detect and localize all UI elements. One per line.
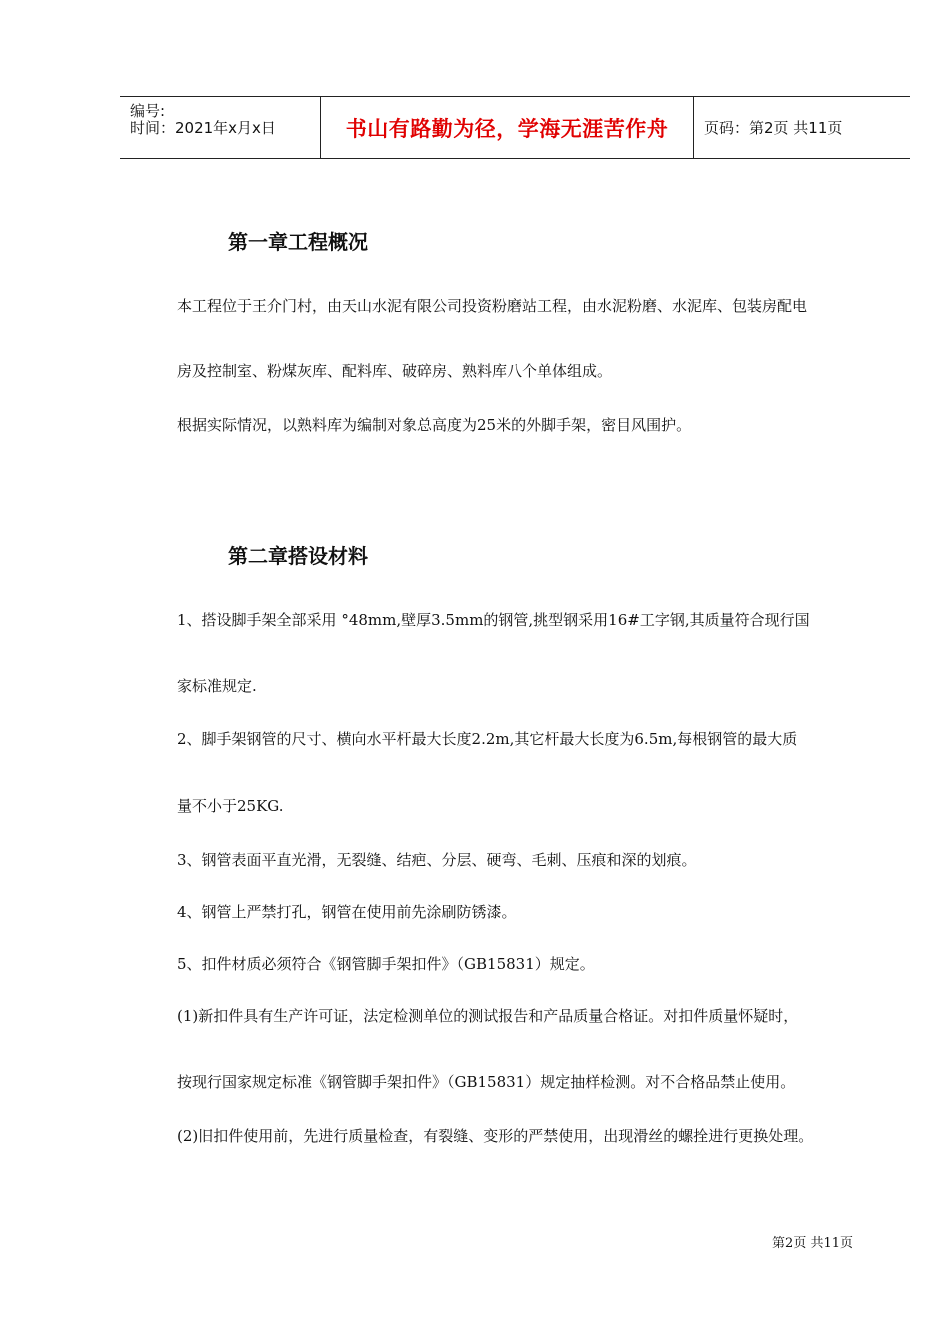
header-motto-cell bbox=[321, 97, 694, 158]
paragraph: 3、钢管表面平直光滑，无裂缝、结疤、分层、硬弯、毛刺、压痕和深的划痕。 bbox=[177, 851, 697, 869]
chapter-1-title: 第一章工程概况 bbox=[228, 230, 368, 254]
paragraph: 家标准规定. bbox=[177, 677, 257, 695]
header-meta-cell bbox=[120, 97, 321, 158]
doc-code-label: 编号: bbox=[130, 102, 166, 120]
paragraph: (2)旧扣件使用前，先进行质量检查，有裂缝、变形的严禁使用，出现滑丝的螺拴进行更换处理。 bbox=[177, 1127, 814, 1145]
chapter-2-title: 第二章搭设材料 bbox=[228, 544, 368, 568]
paragraph: 根据实际情况，以熟料库为编制对象总高度为25米的外脚手架，密目风围护。 bbox=[177, 416, 692, 434]
footer-page-number: 第2页 共11页 bbox=[772, 1236, 853, 1251]
header-motto: 书山有路勤为径，学海无涯苦作舟 bbox=[345, 116, 669, 141]
paragraph: 本工程位于王介门村，由天山水泥有限公司投资粉磨站工程，由水泥粉磨、水泥库、包装房配电 bbox=[177, 297, 808, 315]
header-page-cell bbox=[694, 97, 910, 158]
paragraph: 量不小于25KG. bbox=[177, 797, 284, 815]
paragraph: (1)新扣件具有生产许可证，法定检测单位的测试报告和产品质量合格证。对扣件质量怀疑时， bbox=[177, 1007, 799, 1025]
header-page-number: 页码：第2页 共11页 bbox=[704, 119, 843, 137]
doc-time-label: 时间：2021年x月x日 bbox=[130, 119, 276, 137]
paragraph: 2、脚手架钢管的尺寸、横向水平杆最大长度2.2m,其它杆最大长度为6.5m,每根钢管的最大质 bbox=[177, 730, 798, 748]
paragraph: 房及控制室、粉煤灰库、配料库、破碎房、熟料库八个单体组成。 bbox=[177, 362, 613, 380]
page-header bbox=[120, 96, 910, 159]
paragraph: 5、扣件材质必须符合《钢管脚手架扣件》（GB15831）规定。 bbox=[177, 955, 595, 973]
paragraph: 1、搭设脚手架全部采用 °48mm,壁厚3.5mm的钢管,挑型钢采用16#工字钢,其质量符合现行国 bbox=[177, 611, 810, 629]
paragraph: 4、钢管上严禁打孔，钢管在使用前先涂刷防锈漆。 bbox=[177, 903, 517, 921]
paragraph: 按现行国家规定标准《钢管脚手架扣件》（GB15831）规定抽样检测。对不合格品禁止使用。 bbox=[177, 1073, 796, 1091]
